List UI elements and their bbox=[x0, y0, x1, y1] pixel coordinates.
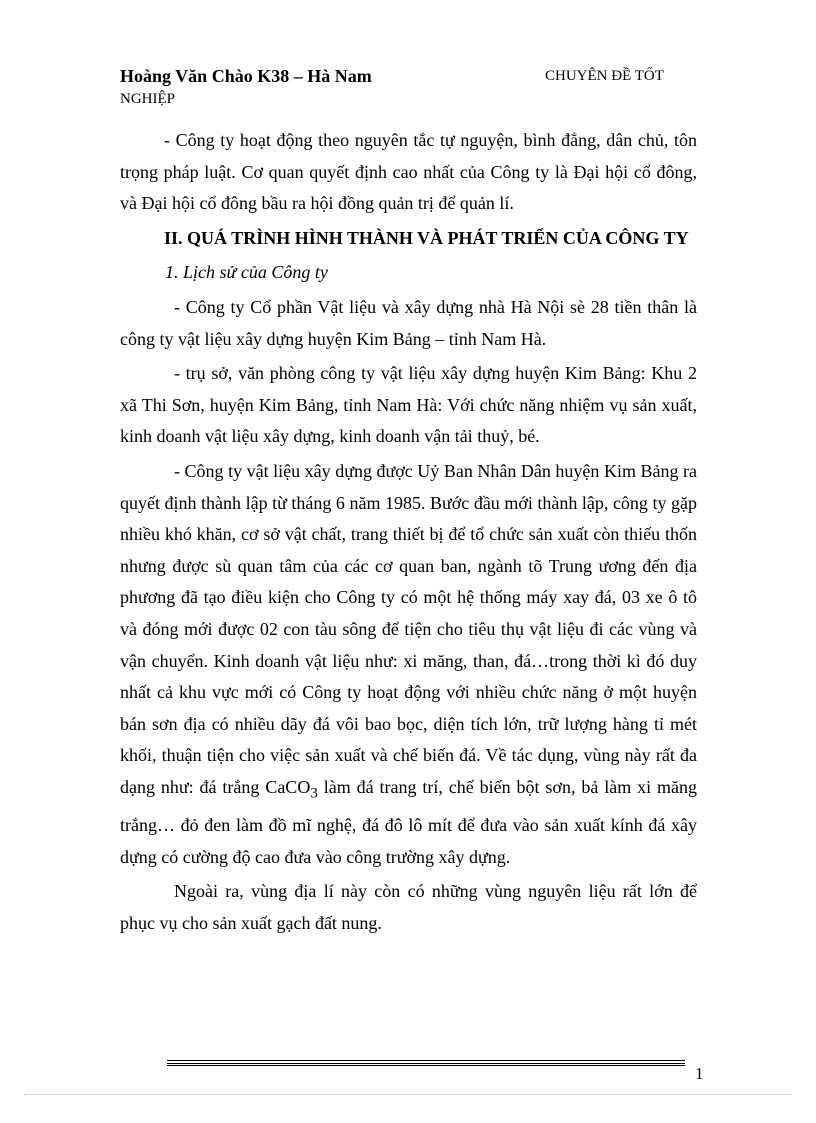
chemical-formula-base: CaCO bbox=[265, 776, 311, 797]
section-title: II. QUÁ TRÌNH HÌNH THÀNH VÀ PHÁT TRIỂN CỦA CÔNG TY bbox=[164, 227, 689, 248]
header-author: Hoàng Văn Chào K38 – Hà Nam bbox=[120, 66, 372, 86]
chemical-formula bbox=[265, 776, 318, 802]
paragraph-company-origin: - Công ty Cổ phần Vật liệu và xây dựng nhà Hà Nội sè 28 tiền thân là công ty vật liệu xây dựng huyện Kim Bảng – tỉnh Nam Hà. bbox=[120, 296, 697, 349]
document-body bbox=[120, 125, 697, 942]
header-doc-type-continued: NGHIỆP bbox=[120, 91, 175, 107]
history-text-part2: làm đá trang trí, chế biến bột sơn, bả làm xi măng trắng… đỏ đen làm đồ mĩ nghệ, đá đô lô mít để đưa vào sản xuất kính đá xây dựng có cường độ cao đưa vào công trường xây dựng. bbox=[120, 776, 697, 867]
paragraph-headquarters: - trụ sở, văn phòng công ty vật liệu xây dựng huyện Kim Bảng: Khu 2 xã Thi Sơn, huyện Kim Bảng, tỉnh Nam Hà: Với chức năng nhiệm vụ sản xuất, kinh doanh vật liệu xây dựng, kinh doanh vận tải thuỷ, bé. bbox=[120, 363, 697, 447]
page-number: 1 bbox=[695, 1064, 704, 1083]
paragraph-company-principles: - Công ty hoạt động theo nguyên tắc tự nguyện, bình đẳng, dân chủ, tôn trọng pháp luật. Cơ quan quyết định cao nhất của Công ty là Đại hội cổ đông, và Đại hội cổ đông bầu ra hội đồng quản trị để quản lí. bbox=[120, 130, 697, 214]
header-doc-type: CHUYÊN ĐỀ TỐT bbox=[545, 68, 664, 84]
subsection-title: 1. Lịch sử của Công ty bbox=[165, 262, 328, 283]
paragraph-raw-materials: Ngoài ra, vùng địa lí này còn có những vùng nguyên liệu rất lớn để phục vụ cho sản xuất gạch đất nung. bbox=[120, 881, 697, 933]
page-border bbox=[24, 1094, 792, 1095]
history-text-part1: - Công ty vật liệu xây dựng được Uỷ Ban Nhân Dân huyện Kim Bảng ra quyết định thành lập từ tháng 6 năm 1985. Bước đầu mới thành lập, công ty gặp nhiều khó khăn, cơ sở vật chất, trang thiết bị để tổ chức sản xuất còn thiếu thốn nhưng được sù quan tâm của các cơ quan ban, ngành tõ Trung ương đến địa phương đã tạo điều kiện cho Công ty có một hệ thống máy xay đá, 03 xe ô tô và đóng mới được 02 con tàu sông để tiện cho tiêu thụ vật liệu đi các vùng và vận chuyển. Kinh doanh vật liệu như: xi măng, than, đá…trong thời kì đó duy nhất cả khu vực mới có Công ty hoạt động với nhiều chức năng ở một huyện bán sơn địa có nhiều dãy đá vôi bao bọc, diện tích lớn, trữ lượng hàng tỉ mét khối, thuận tiện cho việc sản xuất và chế biến đá. Về tác dụng, vùng này rất đa dạng như: đá trắng bbox=[120, 460, 697, 797]
paragraph-company-history bbox=[120, 456, 697, 873]
chemical-formula-subscript: 3 bbox=[310, 785, 318, 802]
footer-rule bbox=[167, 1060, 685, 1066]
